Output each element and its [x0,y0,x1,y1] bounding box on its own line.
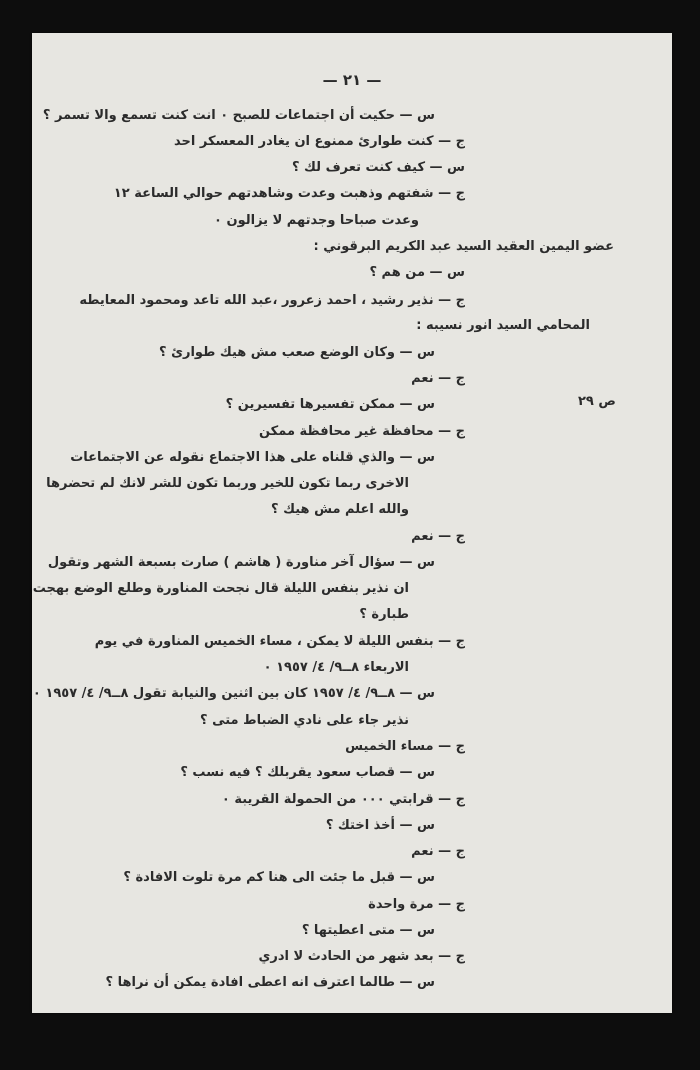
page-number: — ٢١ — [322,71,382,89]
text-line: نذير جاء على نادي الضباط متى ؟ [200,713,409,728]
text-line: ج — نعم [411,844,465,859]
text-line: الاخرى ربما تكون للخير وربما تكون للشر لانك لم تحضرها [46,476,409,491]
text-line: ج — نذير رشيد ، احمد زعرور ،عبد الله تاعد ومحمود المعايطه [79,293,465,308]
text-line: ان نذير بنفس الليلة قال نجحت المناورة وطلع الوضع بهجت [32,581,409,596]
text-line: س — من هم ؟ [369,265,465,280]
text-line: ج — مرة واحدة [368,897,465,912]
text-line: س — كيف كنت تعرف لك ؟ [291,160,465,175]
text-line: ج — نعم [411,371,465,386]
text-line: س — والذي قلناه على هذا الاجتماع نقوله عن الاجتماعات [70,450,435,465]
text-line: ج — بنفس الليلة لا يمكن ، مساء الخميس المناورة في يوم [94,634,465,649]
text-line: والله اعلم مش هيك ؟ [271,502,409,517]
text-line: ج — قرابتي ٠٠٠ من الحمولة القريبة ٠ [221,792,465,807]
text-line: ج — محافظة غير محافظة ممكن [258,424,465,439]
text-line: ج — مساء الخميس [345,739,465,754]
text-line: الاربعاء ٨ــ٩/ ٤/ ١٩٥٧ ٠ [263,660,409,675]
text-line: وعدت صباحا وجدتهم لا يزالون ٠ [214,213,419,228]
text-line: س — أخذ اختك ؟ [325,818,435,833]
document-page [32,33,672,1013]
text-line: س — حكيت أن اجتماعات للصبح ٠ انت كنت تسمع والا تسمر ؟ [42,108,435,123]
text-line: س — متى اعطيتها ؟ [301,923,435,938]
speaker-heading: المحامي السيد انور نسيبه : [416,318,590,333]
text-line: ج — نعم [411,529,465,544]
speaker-heading: عضو اليمين العقيد السيد عبد الكريم البرقوني : [313,239,614,254]
text-line: س — ٨ــ٩/ ٤/ ١٩٥٧ كان بين اثنين والنيابة تقول ٨ــ٩/ ٤/ ١٩٥٧ ٠ [32,686,435,701]
text-line: س — سؤال آخر مناورة ( هاشم ) صارت بسبعة الشهر وتقول [47,555,435,570]
text-line: ج — شفتهم وذهبت وعدت وشاهدتهم حوالي الساعة ١٢ [113,186,465,201]
text-line: طبارة ؟ [359,607,409,622]
text-line: س — قبل ما جئت الى هنا كم مرة تلوت الافادة ؟ [123,870,435,885]
side-note: ص ٢٩ [578,394,616,409]
text-line: س — ممكن تفسيرها تفسيرين ؟ [225,397,435,412]
text-line: ج — كنت طوارئ ممنوع ان يغادر المعسكر احد [174,134,465,149]
text-line: ج — بعد شهر من الحادث لا ادري [258,949,465,964]
text-line: س — وكان الوضع صعب مش هيك طوارئ ؟ [159,345,435,360]
text-line: س — قصاب سعود يقربلك ؟ فيه نسب ؟ [180,765,435,780]
text-line: س — طالما اعترف انه اعطى افادة يمكن أن نراها ؟ [105,975,435,990]
